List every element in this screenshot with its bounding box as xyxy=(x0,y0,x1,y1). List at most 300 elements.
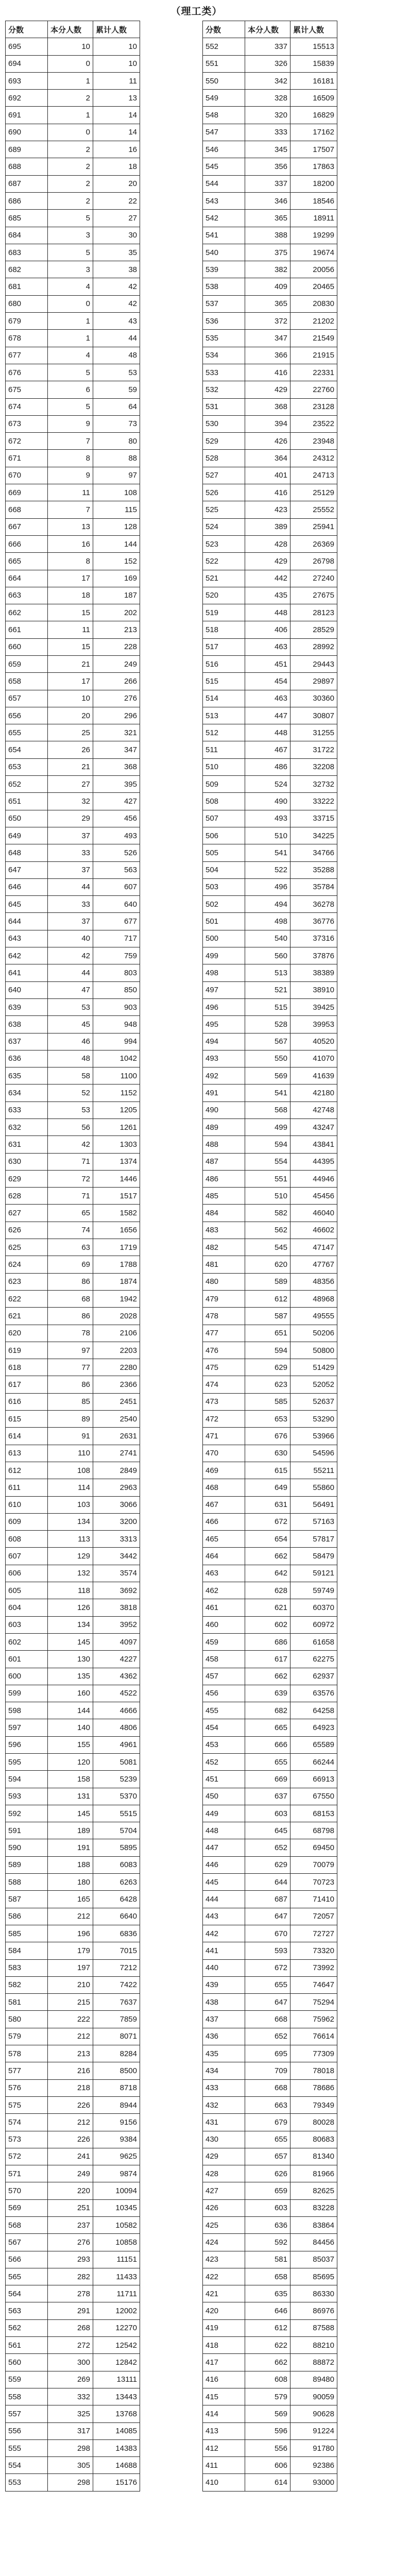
count-cell: 668 xyxy=(245,2079,291,2096)
score-cell: 564 xyxy=(6,2285,48,2302)
score-cell: 617 xyxy=(6,1376,48,1393)
table-row xyxy=(6,2422,140,2439)
score-cell: 531 xyxy=(203,398,245,415)
score-cell: 630 xyxy=(6,1153,48,1170)
cumulative-cell: 115 xyxy=(93,501,140,518)
table-row xyxy=(6,1976,140,1993)
count-cell: 42 xyxy=(48,1136,93,1153)
table-row xyxy=(203,1753,337,1770)
score-cell: 683 xyxy=(6,244,48,261)
score-cell: 572 xyxy=(6,2148,48,2165)
count-cell: 155 xyxy=(48,1736,93,1753)
count-cell: 389 xyxy=(245,518,291,535)
count-cell: 5 xyxy=(48,210,93,227)
table-row xyxy=(6,484,140,501)
score-cell: 650 xyxy=(6,810,48,827)
cumulative-cell: 20830 xyxy=(291,295,337,312)
cumulative-cell: 27675 xyxy=(291,587,337,604)
cumulative-cell: 64 xyxy=(93,398,140,415)
cumulative-cell: 9384 xyxy=(93,2131,140,2148)
count-cell: 5 xyxy=(48,244,93,261)
count-cell: 486 xyxy=(245,758,291,775)
score-cell: 553 xyxy=(6,2474,48,2491)
cumulative-cell: 77309 xyxy=(291,2045,337,2062)
score-cell: 595 xyxy=(6,1753,48,1770)
table-row xyxy=(6,1874,140,1891)
table-row xyxy=(203,1393,337,1410)
cumulative-cell: 34225 xyxy=(291,827,337,844)
table-row xyxy=(6,1599,140,1616)
count-cell: 662 xyxy=(245,2354,291,2371)
table-row xyxy=(203,2079,337,2096)
count-cell: 160 xyxy=(48,1685,93,1702)
count-cell: 103 xyxy=(48,1496,93,1513)
cumulative-cell: 53290 xyxy=(291,1411,337,1428)
score-cell: 611 xyxy=(6,1479,48,1496)
score-cell: 502 xyxy=(203,896,245,913)
score-cell: 685 xyxy=(6,210,48,227)
cumulative-cell: 7015 xyxy=(93,1942,140,1959)
score-cell: 550 xyxy=(203,72,245,89)
cumulative-cell: 18911 xyxy=(291,210,337,227)
table-row xyxy=(203,1822,337,1839)
table-row xyxy=(6,295,140,312)
count-cell: 612 xyxy=(245,1290,291,1307)
table-row xyxy=(6,1222,140,1239)
cumulative-cell: 24713 xyxy=(291,467,337,484)
cumulative-cell: 108 xyxy=(93,484,140,501)
score-cell: 500 xyxy=(203,930,245,947)
page-title: （理工类） xyxy=(170,6,223,17)
count-cell: 654 xyxy=(245,1531,291,1548)
cumulative-cell: 57163 xyxy=(291,1513,337,1530)
cumulative-cell: 717 xyxy=(93,930,140,947)
table-row xyxy=(203,1548,337,1565)
score-cell: 421 xyxy=(203,2285,245,2302)
score-cell: 687 xyxy=(6,175,48,192)
cumulative-cell: 7212 xyxy=(93,1959,140,1976)
count-cell: 272 xyxy=(48,2337,93,2354)
count-cell: 365 xyxy=(245,210,291,227)
count-cell: 498 xyxy=(245,913,291,930)
count-cell: 592 xyxy=(245,2234,291,2251)
table-row xyxy=(203,1273,337,1290)
cumulative-cell: 3313 xyxy=(93,1531,140,1548)
cumulative-cell: 60370 xyxy=(291,1599,337,1616)
count-cell: 644 xyxy=(245,1874,291,1891)
cumulative-cell: 6640 xyxy=(93,1908,140,1925)
cumulative-cell: 48 xyxy=(93,347,140,364)
cumulative-cell: 23522 xyxy=(291,415,337,432)
cumulative-cell: 5239 xyxy=(93,1771,140,1788)
count-cell: 317 xyxy=(48,2422,93,2439)
score-cell: 644 xyxy=(6,913,48,930)
table-row xyxy=(6,1479,140,1496)
cumulative-cell: 53966 xyxy=(291,1428,337,1445)
table-row xyxy=(203,2234,337,2251)
cumulative-cell: 72727 xyxy=(291,1925,337,1942)
score-cell: 513 xyxy=(203,707,245,724)
cumulative-cell: 82625 xyxy=(291,2182,337,2199)
score-cell: 511 xyxy=(203,741,245,758)
cumulative-cell: 29443 xyxy=(291,655,337,672)
count-cell: 282 xyxy=(48,2268,93,2285)
score-cell: 509 xyxy=(203,776,245,793)
table-row xyxy=(6,1548,140,1565)
table-row xyxy=(6,175,140,192)
count-cell: 118 xyxy=(48,1582,93,1599)
table-row xyxy=(203,261,337,278)
table-row xyxy=(203,570,337,587)
count-cell: 7 xyxy=(48,433,93,450)
count-cell: 686 xyxy=(245,1633,291,1650)
table-row xyxy=(203,1685,337,1702)
table-row xyxy=(203,1874,337,1891)
count-cell: 305 xyxy=(48,2457,93,2474)
cumulative-cell: 33222 xyxy=(291,793,337,810)
score-cell: 639 xyxy=(6,998,48,1015)
count-cell: 86 xyxy=(48,1376,93,1393)
cumulative-cell: 80 xyxy=(93,433,140,450)
count-cell: 672 xyxy=(245,1513,291,1530)
score-cell: 673 xyxy=(6,415,48,432)
table-header-row xyxy=(203,21,337,38)
count-cell: 42 xyxy=(48,947,93,964)
cumulative-cell: 11433 xyxy=(93,2268,140,2285)
score-cell: 604 xyxy=(6,1599,48,1616)
cumulative-cell: 23948 xyxy=(291,433,337,450)
cumulative-cell: 187 xyxy=(93,587,140,604)
cumulative-cell: 20056 xyxy=(291,261,337,278)
table-row xyxy=(6,1308,140,1325)
score-cell: 678 xyxy=(6,330,48,347)
table-row xyxy=(6,758,140,775)
cumulative-cell: 249 xyxy=(93,655,140,672)
count-cell: 114 xyxy=(48,1479,93,1496)
table-row xyxy=(203,124,337,141)
cumulative-cell: 8718 xyxy=(93,2079,140,2096)
score-cell: 688 xyxy=(6,158,48,175)
score-cell: 493 xyxy=(203,1050,245,1067)
score-cell: 530 xyxy=(203,415,245,432)
score-cell: 554 xyxy=(6,2457,48,2474)
cumulative-cell: 36278 xyxy=(291,896,337,913)
count-cell: 603 xyxy=(245,1805,291,1822)
count-cell: 653 xyxy=(245,1411,291,1428)
count-cell: 416 xyxy=(245,484,291,501)
cumulative-cell: 8284 xyxy=(93,2045,140,2062)
count-cell: 568 xyxy=(245,1101,291,1118)
cumulative-cell: 38910 xyxy=(291,981,337,998)
table-row xyxy=(203,295,337,312)
cumulative-cell: 38389 xyxy=(291,964,337,981)
count-cell: 8 xyxy=(48,553,93,570)
count-cell: 569 xyxy=(245,2405,291,2422)
table-row xyxy=(203,1599,337,1616)
count-cell: 220 xyxy=(48,2182,93,2199)
count-cell: 15 xyxy=(48,604,93,621)
cumulative-cell: 69450 xyxy=(291,1839,337,1856)
count-cell: 20 xyxy=(48,707,93,724)
count-cell: 333 xyxy=(245,124,291,141)
count-cell: 451 xyxy=(245,655,291,672)
score-cell: 433 xyxy=(203,2079,245,2096)
score-cell: 466 xyxy=(203,1513,245,1530)
count-cell: 26 xyxy=(48,741,93,758)
table-row xyxy=(6,1959,140,1976)
table-row xyxy=(6,621,140,638)
cumulative-cell: 144 xyxy=(93,535,140,552)
table-row xyxy=(203,2028,337,2045)
cumulative-cell: 78018 xyxy=(291,2062,337,2079)
table-row xyxy=(203,1736,337,1753)
count-cell: 145 xyxy=(48,1633,93,1650)
cumulative-cell: 91224 xyxy=(291,2422,337,2439)
cumulative-cell: 1100 xyxy=(93,1067,140,1084)
score-cell: 618 xyxy=(6,1359,48,1376)
table-row xyxy=(6,1342,140,1359)
cumulative-cell: 8071 xyxy=(93,2028,140,2045)
score-cell: 588 xyxy=(6,1874,48,1891)
table-row xyxy=(203,1719,337,1736)
count-cell: 269 xyxy=(48,2371,93,2388)
cumulative-cell: 6428 xyxy=(93,1891,140,1908)
cumulative-cell: 45456 xyxy=(291,1188,337,1205)
count-cell: 276 xyxy=(48,2234,93,2251)
table-row xyxy=(6,724,140,741)
table-row xyxy=(203,878,337,895)
score-cell: 457 xyxy=(203,1668,245,1685)
table-row xyxy=(6,2062,140,2079)
count-cell: 134 xyxy=(48,1513,93,1530)
score-cell: 568 xyxy=(6,2217,48,2234)
cumulative-cell: 9874 xyxy=(93,2165,140,2182)
cumulative-cell: 44 xyxy=(93,330,140,347)
count-cell: 25 xyxy=(48,724,93,741)
score-cell: 676 xyxy=(6,364,48,381)
count-cell: 56 xyxy=(48,1119,93,1136)
cumulative-cell: 2280 xyxy=(93,1359,140,1376)
table-row xyxy=(6,947,140,964)
count-cell: 179 xyxy=(48,1942,93,1959)
table-row xyxy=(203,535,337,552)
count-cell: 251 xyxy=(48,2199,93,2216)
cumulative-cell: 2366 xyxy=(93,1376,140,1393)
count-cell: 603 xyxy=(245,2199,291,2216)
score-cell: 484 xyxy=(203,1205,245,1222)
count-cell: 448 xyxy=(245,724,291,741)
count-cell: 499 xyxy=(245,1119,291,1136)
cumulative-cell: 81966 xyxy=(291,2165,337,2182)
cumulative-cell: 5704 xyxy=(93,1822,140,1839)
score-cell: 616 xyxy=(6,1393,48,1410)
score-cell: 558 xyxy=(6,2388,48,2405)
score-cell: 540 xyxy=(203,244,245,261)
score-cell: 666 xyxy=(6,535,48,552)
table-row xyxy=(6,1513,140,1530)
cumulative-cell: 85037 xyxy=(291,2251,337,2268)
score-cell: 498 xyxy=(203,964,245,981)
cumulative-cell: 35784 xyxy=(291,878,337,895)
count-cell: 110 xyxy=(48,1445,93,1462)
cumulative-cell: 10094 xyxy=(93,2182,140,2199)
cumulative-cell: 4806 xyxy=(93,1719,140,1736)
cumulative-cell: 47767 xyxy=(291,1256,337,1273)
count-cell: 342 xyxy=(245,72,291,89)
count-cell: 429 xyxy=(245,381,291,398)
count-cell: 222 xyxy=(48,2011,93,2028)
score-cell: 602 xyxy=(6,1633,48,1650)
table-row xyxy=(203,1101,337,1118)
table-row xyxy=(203,2199,337,2216)
score-cell: 635 xyxy=(6,1067,48,1084)
table-row xyxy=(6,1719,140,1736)
table-row xyxy=(6,210,140,227)
cumulative-cell: 31255 xyxy=(291,724,337,741)
count-cell: 515 xyxy=(245,998,291,1015)
count-cell: 521 xyxy=(245,981,291,998)
score-cell: 641 xyxy=(6,964,48,981)
score-cell: 609 xyxy=(6,1513,48,1530)
cumulative-cell: 93000 xyxy=(291,2474,337,2491)
table-row xyxy=(203,896,337,913)
score-cell: 608 xyxy=(6,1531,48,1548)
cumulative-cell: 10582 xyxy=(93,2217,140,2234)
cumulative-cell: 14 xyxy=(93,107,140,124)
count-cell: 120 xyxy=(48,1753,93,1770)
cumulative-cell: 202 xyxy=(93,604,140,621)
table-row xyxy=(203,1668,337,1685)
score-cell: 662 xyxy=(6,604,48,621)
cumulative-cell: 70079 xyxy=(291,1856,337,1873)
score-cell: 561 xyxy=(6,2337,48,2354)
count-cell: 9 xyxy=(48,467,93,484)
table-row xyxy=(6,1925,140,1942)
table-row xyxy=(203,1050,337,1067)
count-cell: 626 xyxy=(245,2165,291,2182)
count-cell: 130 xyxy=(48,1651,93,1668)
count-cell: 637 xyxy=(245,1788,291,1805)
table-row xyxy=(203,2217,337,2234)
table-row xyxy=(6,2131,140,2148)
count-cell: 2 xyxy=(48,90,93,107)
cumulative-cell: 41070 xyxy=(291,1050,337,1067)
count-cell: 569 xyxy=(245,1067,291,1084)
score-cell: 519 xyxy=(203,604,245,621)
count-cell: 657 xyxy=(245,2148,291,2165)
cumulative-cell: 14 xyxy=(93,124,140,141)
score-cell: 527 xyxy=(203,467,245,484)
table-row xyxy=(6,38,140,55)
table-row xyxy=(6,192,140,209)
score-cell: 471 xyxy=(203,1428,245,1445)
score-cell: 420 xyxy=(203,2302,245,2319)
score-cell: 689 xyxy=(6,141,48,158)
score-cell: 690 xyxy=(6,124,48,141)
cumulative-cell: 29897 xyxy=(291,673,337,690)
cumulative-cell: 59749 xyxy=(291,1582,337,1599)
score-cell: 612 xyxy=(6,1462,48,1479)
table-row xyxy=(203,2474,337,2491)
table-row xyxy=(6,1016,140,1033)
score-cell: 448 xyxy=(203,1822,245,1839)
score-cell: 462 xyxy=(203,1582,245,1599)
count-cell: 11 xyxy=(48,484,93,501)
score-cell: 565 xyxy=(6,2268,48,2285)
score-cell: 664 xyxy=(6,570,48,587)
score-cell: 632 xyxy=(6,1119,48,1136)
count-cell: 78 xyxy=(48,1325,93,1342)
table-row xyxy=(203,1359,337,1376)
count-cell: 241 xyxy=(48,2148,93,2165)
table-row xyxy=(6,278,140,295)
score-cell: 680 xyxy=(6,295,48,312)
cumulative-cell: 10345 xyxy=(93,2199,140,2216)
table-row xyxy=(203,2251,337,2268)
table-row xyxy=(203,861,337,878)
score-cell: 557 xyxy=(6,2405,48,2422)
count-cell: 325 xyxy=(48,2405,93,2422)
table-row xyxy=(6,998,140,1015)
table-row xyxy=(6,2474,140,2491)
count-cell: 165 xyxy=(48,1891,93,1908)
count-cell: 216 xyxy=(48,2062,93,2079)
count-cell: 428 xyxy=(245,535,291,552)
count-cell: 44 xyxy=(48,878,93,895)
count-cell: 320 xyxy=(245,107,291,124)
table-row xyxy=(6,2096,140,2113)
cumulative-cell: 4961 xyxy=(93,1736,140,1753)
cumulative-cell: 48968 xyxy=(291,1290,337,1307)
cumulative-cell: 43 xyxy=(93,313,140,330)
table-row xyxy=(203,1479,337,1496)
score-cell: 438 xyxy=(203,1994,245,2011)
table-row xyxy=(6,2165,140,2182)
cumulative-cell: 14688 xyxy=(93,2457,140,2474)
cumulative-cell: 55211 xyxy=(291,1462,337,1479)
count-cell: 293 xyxy=(48,2251,93,2268)
cumulative-cell: 3952 xyxy=(93,1616,140,1633)
score-cell: 657 xyxy=(6,690,48,707)
score-cell: 633 xyxy=(6,1101,48,1118)
table-row xyxy=(6,1136,140,1153)
cumulative-cell: 803 xyxy=(93,964,140,981)
cumulative-cell: 6263 xyxy=(93,1874,140,1891)
count-cell: 53 xyxy=(48,998,93,1015)
table-row xyxy=(6,2388,140,2405)
cumulative-cell: 1582 xyxy=(93,1205,140,1222)
cumulative-cell: 7859 xyxy=(93,2011,140,2028)
count-cell: 629 xyxy=(245,1856,291,1873)
table-row xyxy=(6,467,140,484)
count-cell: 197 xyxy=(48,1959,93,1976)
cumulative-cell: 42 xyxy=(93,295,140,312)
table-row xyxy=(6,2319,140,2336)
table-row xyxy=(6,2302,140,2319)
table-row xyxy=(203,72,337,89)
count-cell: 585 xyxy=(245,1393,291,1410)
count-cell: 347 xyxy=(245,330,291,347)
table-row xyxy=(203,2337,337,2354)
count-cell: 7 xyxy=(48,501,93,518)
score-cell: 653 xyxy=(6,758,48,775)
table-row xyxy=(203,621,337,638)
cumulative-cell: 90628 xyxy=(291,2405,337,2422)
count-cell: 86 xyxy=(48,1273,93,1290)
count-cell: 435 xyxy=(245,587,291,604)
score-cell: 443 xyxy=(203,1908,245,1925)
score-cell: 592 xyxy=(6,1805,48,1822)
